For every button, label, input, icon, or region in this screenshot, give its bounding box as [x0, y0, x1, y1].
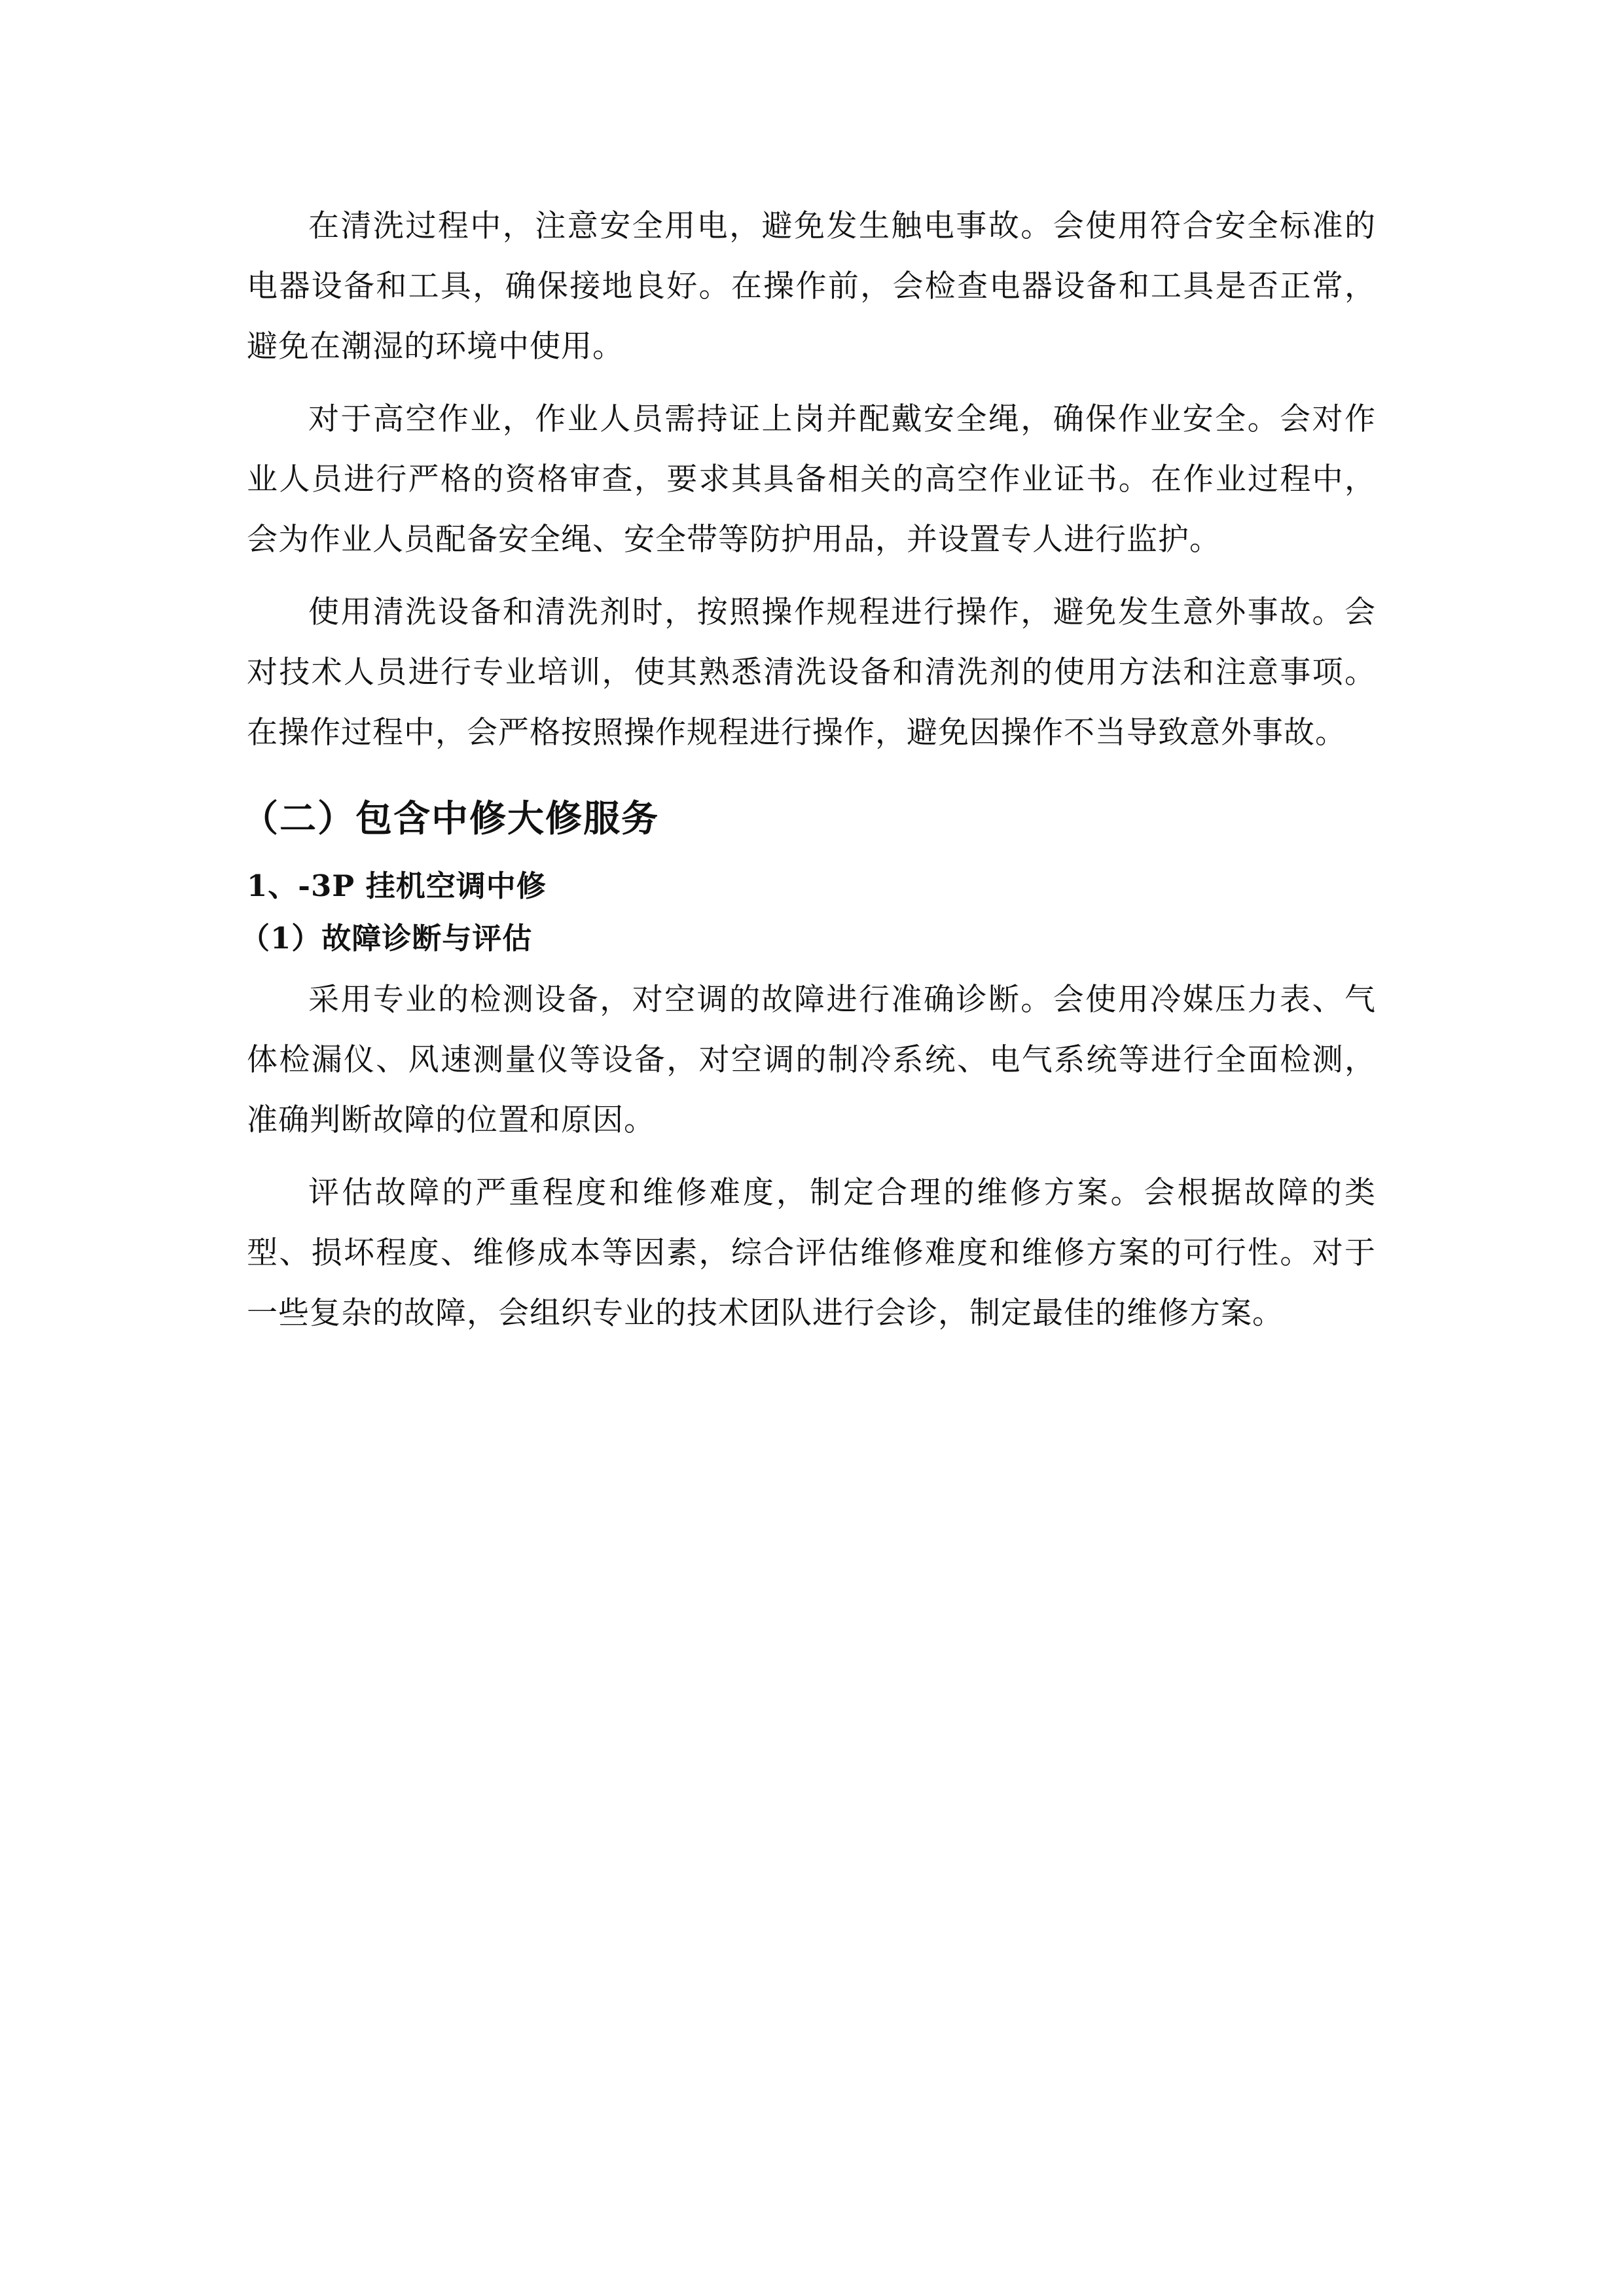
paragraph-electrical-safety: 在清洗过程中，注意安全用电，避免发生触电事故。会使用符合安全标准的电器设备和工具，确保接地良好。在操作前，会检查电器设备和工具是否正常，避免在潮湿的环境中使用。 — [247, 208, 1376, 365]
item-heading: （1）故障诊断与评估 — [240, 921, 533, 956]
paragraph-fault-detection: 采用专业的检测设备，对空调的故障进行准确诊断。会使用冷媒压力表、气体检漏仪、风速测量仪等设备，对空调的制冷系统、电气系统等进行全面检测，准确判断故障的位置和原因。 — [247, 982, 1376, 1138]
subsection-heading: 1、-3P 挂机空调中修 — [247, 869, 547, 903]
document-body — [240, 196, 1376, 1356]
section-heading: （二）包含中修大修服务 — [242, 798, 659, 840]
paragraph-fault-assessment: 评估故障的严重程度和维修难度，制定合理的维修方案。会根据故障的类型、损坏程度、维修成本等因素，综合评估维修难度和维修方案的可行性。对于一些复杂的故障，会组织专业的技术团队进行会诊，制定最佳的维修方案。 — [247, 1175, 1376, 1331]
paragraph-equipment-operation: 使用清洗设备和清洗剂时，按照操作规程进行操作，避免发生意外事故。会对技术人员进行专业培训，使其熟悉清洗设备和清洗剂的使用方法和注意事项。在操作过程中，会严格按照操作规程进行操作，避免因操作不当导致意外事故。 — [247, 594, 1376, 751]
paragraph-high-altitude-work: 对于高空作业，作业人员需持证上岗并配戴安全绳，确保作业安全。会对作业人员进行严格的资格审查，要求其具备相关的高空作业证书。在作业过程中，会为作业人员配备安全绳、安全带等防护用品，并设置专人进行监护。 — [247, 401, 1376, 558]
